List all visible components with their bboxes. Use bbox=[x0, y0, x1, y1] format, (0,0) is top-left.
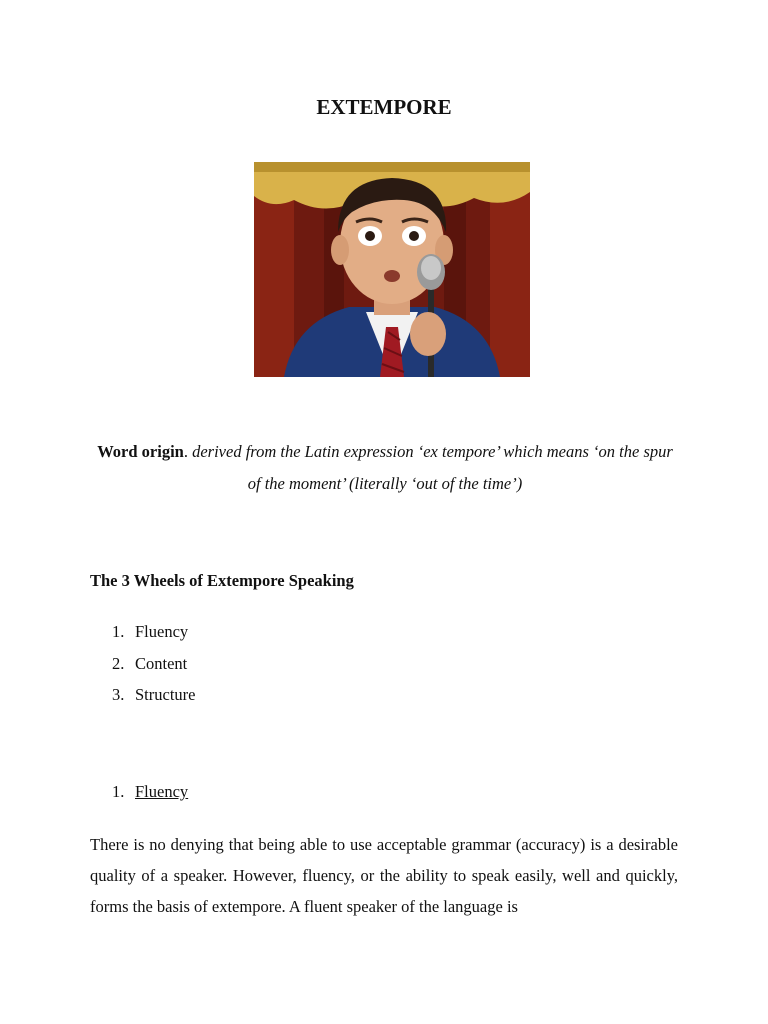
section-heading-fluency bbox=[112, 782, 188, 802]
word-origin-separator: . bbox=[183, 442, 193, 461]
list-item-number: 2. bbox=[112, 653, 125, 673]
word-origin bbox=[90, 436, 680, 500]
word-origin-definition: derived from the Latin expression ‘ex tempore’ which means ‘on the spur of the moment’ (literally ‘out of the time’) bbox=[192, 442, 673, 493]
list-item-number: 1. bbox=[112, 622, 125, 641]
list-item bbox=[112, 619, 195, 651]
word-origin-label: Word origin bbox=[97, 442, 184, 461]
speaker-photo bbox=[254, 162, 530, 377]
list-item-label: Fluency bbox=[135, 622, 189, 641]
wheels-list bbox=[112, 619, 195, 714]
section-number: 1. bbox=[112, 782, 125, 801]
list-item-label: Content bbox=[135, 653, 188, 673]
list-item bbox=[112, 651, 195, 683]
fluency-paragraph: There is no denying that being able to use acceptable grammar (accuracy) is a desirable quality of a speaker. However, fluency, or the ability to speak easily, well and quickly, forms the basis of extempore. A fluent speaker of the language is bbox=[90, 835, 678, 916]
document-title: EXTEMPORE bbox=[316, 95, 452, 119]
list-item-label: Structure bbox=[135, 685, 196, 704]
wheels-heading: The 3 Wheels of Extempore Speaking bbox=[90, 571, 354, 590]
list-item-number: 3. bbox=[112, 685, 125, 704]
section-title: Fluency bbox=[135, 782, 189, 801]
list-item bbox=[112, 682, 195, 714]
speaker-illustration bbox=[254, 162, 530, 377]
